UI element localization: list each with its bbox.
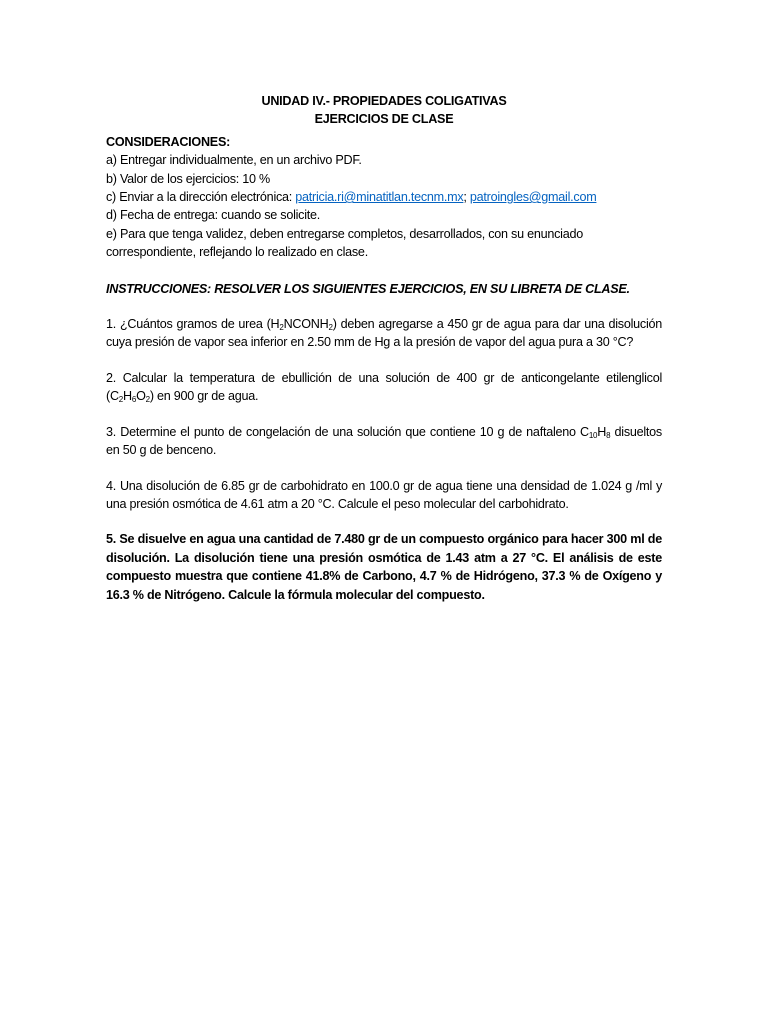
exercise-2-text-d: ) en 900 gr de agua.	[149, 389, 259, 404]
email-separator: ;	[463, 190, 470, 205]
considerations-section	[106, 133, 662, 262]
exercise-2-sub-c: 2	[145, 395, 150, 405]
exercise-1-sub-b: 2	[328, 323, 333, 333]
exercise-4: 4. Una disolución de 6.85 gr de carbohidrato en 100.0 gr de agua tiene una densidad de 1.024 g /ml y una presión osmótica de 4.61 atm a 20 °C. Calcule el peso molecular del carbohidrato.	[106, 478, 662, 511]
consideration-item-a: a) Entregar individualmente, en un archivo PDF.	[106, 153, 362, 168]
document-page	[106, 92, 662, 604]
considerations-heading: CONSIDERACIONES:	[106, 134, 231, 149]
document-subtitle: EJERCICIOS DE CLASE	[314, 112, 454, 127]
exercise-2-text-c: O	[136, 389, 146, 404]
consideration-item-b: b) Valor de los ejercicios: 10 %	[106, 171, 270, 186]
exercise-5: 5. Se disuelve en agua una cantidad de 7.480 gr de un compuesto orgánico para hacer 300 ml de disolución. La disolución tiene una presión osmótica de 1.43 atm a 27 °C. El análisis de este compuesto muestra que contiene 41.8% de Carbono, 4.7 % de Hidrógeno, 37.3 % de Oxígeno y 16.3 % de Nitrógeno. Calcule la fórmula molecular del compuesto.	[106, 532, 662, 602]
exercise-2-text-b: H	[123, 389, 132, 404]
exercise-1	[106, 315, 662, 352]
exercise-1-text-a: 1. ¿Cuántos gramos de urea (H	[106, 317, 280, 332]
exercise-3-text-a: 3. Determine el punto de congelación de una solución que contiene 10 g de naftaleno C	[106, 424, 589, 439]
exercise-3	[106, 423, 662, 460]
exercise-1-sub-a: 2	[279, 323, 284, 333]
exercise-2-text-a: 2. Calcular la temperatura de ebullición de una solución de 400 gr de anticongelante etilenglicol (C	[106, 370, 662, 404]
exercise-1-text-b: NCONH	[283, 317, 329, 332]
consideration-item-c	[106, 188, 662, 206]
instructions-text: INSTRUCCIONES: RESOLVER LOS SIGUIENTES EJERCICIOS, EN SU LIBRETA DE CLASE.	[106, 281, 630, 296]
exercise-2-sub-b: 6	[131, 395, 137, 405]
exercise-3-text-c: disueltos en 50 g de benceno.	[106, 424, 662, 458]
exercise-3-sub-b: 8	[606, 430, 611, 440]
email-link-gmail[interactable]: patroingles@gmail.com	[469, 190, 597, 205]
consideration-item-c-label: c) Enviar a la dirección electrónica:	[106, 190, 296, 205]
exercise-1-text-c: ) deben agregarse a 450 gr de agua para dar una disolución cuya presión de vapor sea inferior en 2.50 mm de Hg a la presión de vapor del agua pura a 30 °C?	[106, 317, 663, 350]
email-link-institutional[interactable]: patricia.ri@minatitlan.tecnm.mx	[295, 190, 464, 205]
exercise-3-sub-a: 10	[588, 430, 598, 440]
consideration-item-e-line2: correspondiente, reflejando lo realizado en clase.	[106, 245, 368, 260]
exercise-2-sub-a: 2	[118, 395, 123, 405]
consideration-item-d: d) Fecha de entrega: cuando se solicite.	[106, 208, 321, 223]
unit-title: UNIDAD IV.- PROPIEDADES COLIGATIVAS	[261, 94, 507, 108]
exercise-3-text-b: H	[597, 424, 607, 439]
consideration-item-e-line1: e) Para que tenga validez, deben entregarse completos, desarrollados, con su enunciado	[106, 226, 583, 241]
exercise-2	[106, 369, 662, 406]
